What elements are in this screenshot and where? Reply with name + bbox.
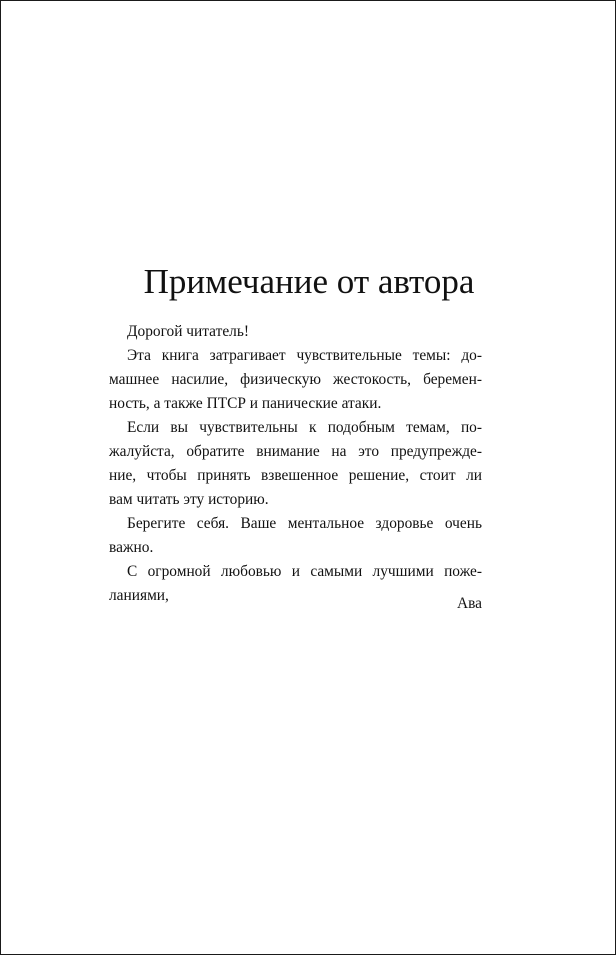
greeting-line: Дорогой читатель! — [127, 323, 249, 340]
paragraph-1-line-3: ность, а также ПТСР и панические атаки. — [109, 395, 382, 412]
paragraph-4-line-1: С огромной любовью и самыми лучшими поже- — [127, 563, 482, 580]
paragraph-1-line-2: машнее насилие, физическую жестокость, беремен- — [109, 371, 482, 388]
paragraph-1-line-1: Эта книга затрагивает чувствительные темы: до- — [127, 347, 482, 364]
paragraph-3-line-2: важно. — [109, 539, 154, 556]
paragraph-2-line-2: жалуйста, обратите внимание на это предупрежде- — [109, 443, 482, 460]
paragraph-2-line-3: ние, чтобы принять взвешенное решение, стоит ли — [109, 467, 482, 484]
author-note-body — [109, 320, 482, 620]
paragraph-2-line-1: Если вы чувствительны к подобным темам, по- — [127, 419, 482, 436]
paragraph-3-line-1: Берегите себя. Ваше ментальное здоровье очень — [127, 515, 482, 532]
paragraph-4-line-2: ланиями, — [109, 587, 169, 604]
author-signature: Ава — [456, 595, 482, 612]
paragraph-2-line-4: вам читать эту историю. — [109, 491, 269, 508]
page-title: Примечание от автора — [143, 262, 475, 301]
